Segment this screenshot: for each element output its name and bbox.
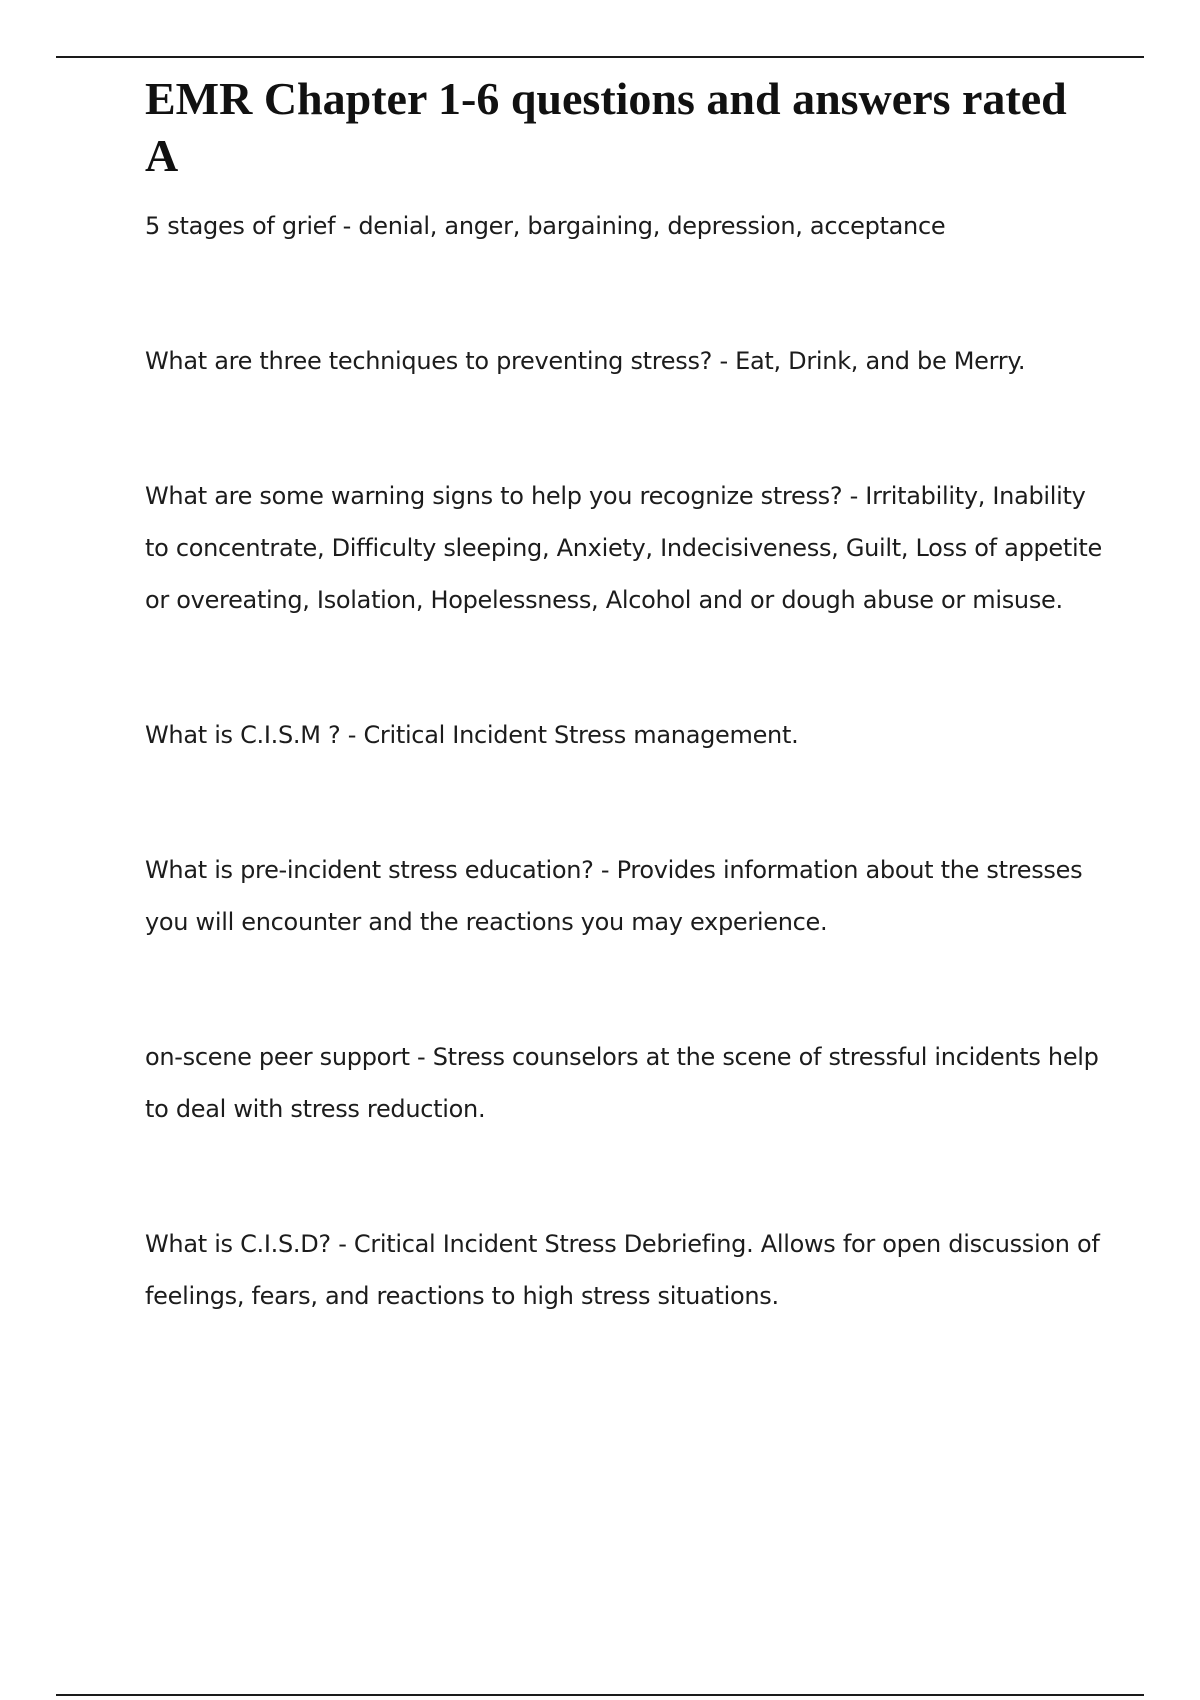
qa-entry-stages-of-grief: 5 stages of grief - denial, anger, bargaining, depression, acceptance bbox=[145, 212, 946, 240]
document-content bbox=[145, 70, 1105, 1405]
qa-entry-warning-signs: What are some warning signs to help you recognize stress? - Irritability, Inability to concentrate, Difficulty sleeping, Anxiety, Indecisiveness, Guilt, Loss of appetite or overeating, Isolation, Hopelessness, Alcohol and or dough abuse or misuse. bbox=[145, 482, 1102, 614]
qa-entry-pre-incident-education: What is pre-incident stress education? - Provides information about the stresses you will encounter and the reactions you may experience. bbox=[145, 856, 1083, 936]
top-rule bbox=[56, 56, 1144, 58]
document-title: EMR Chapter 1-6 questions and answers rated A bbox=[145, 73, 1067, 181]
qa-entry-cism: What is C.I.S.M ? - Critical Incident Stress management. bbox=[145, 721, 799, 749]
qa-entry-peer-support: on-scene peer support - Stress counselors at the scene of stressful incidents help to deal with stress reduction. bbox=[145, 1043, 1099, 1123]
bottom-rule bbox=[56, 1694, 1144, 1696]
qa-entry-cisd: What is C.I.S.D? - Critical Incident Stress Debriefing. Allows for open discussion of feelings, fears, and reactions to high stress situations. bbox=[145, 1230, 1100, 1310]
qa-entry-stress-prevention: What are three techniques to preventing stress? - Eat, Drink, and be Merry. bbox=[145, 347, 1026, 375]
